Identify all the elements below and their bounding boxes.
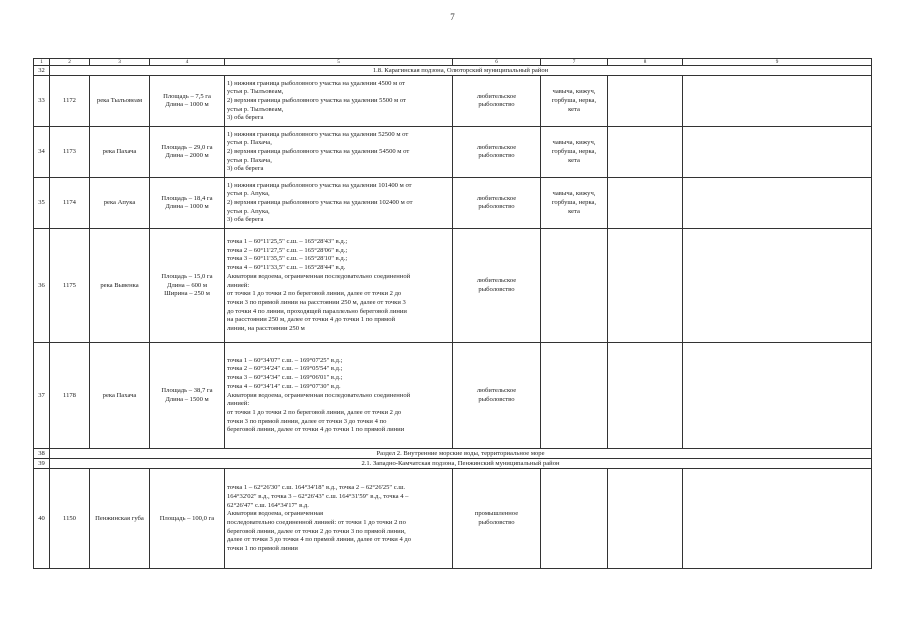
area-boundaries-line: точки 3 по прямой линии на расстоянии 250 м, далее от точки 3: [227, 298, 406, 306]
area-size-line: Длина – 1000 м: [165, 101, 209, 109]
area-boundaries-line: до точки 4 по линии, проходящей параллельно береговой линии: [227, 307, 407, 315]
area-boundaries-line: устья р. Тылъовеам,: [227, 88, 284, 96]
area-boundaries-line: линией:: [227, 400, 250, 408]
column-8-cell: [608, 178, 683, 229]
fish-species-line: горбуша, нерка,: [551, 148, 597, 156]
area-boundaries: [225, 127, 453, 178]
table-row: [34, 229, 872, 343]
section-title: 2.1. Западно-Камчатская подзона, Пенжинский муниципальный район: [50, 459, 872, 469]
fishing-type-line: рыболовство: [478, 101, 515, 109]
table-row: [34, 469, 872, 569]
area-boundaries-line: от точки 1 до точки 2 по береговой линии, далее от точки 2 до: [227, 408, 402, 416]
area-size-line: Площадь – 100,0 га: [159, 514, 215, 522]
column-8-cell: [608, 127, 683, 178]
column-header: 3: [90, 59, 150, 66]
area-size-line: Длина – 1500 м: [165, 395, 209, 403]
area-code: 1174: [50, 178, 90, 229]
area-code: 1172: [50, 76, 90, 127]
area-boundaries-line: от точки 1 до точки 2 по береговой линии, далее от точки 2 до: [227, 290, 402, 298]
area-boundaries-line: 1) нижняя граница рыболовного участка на удалении 52500 м от: [227, 130, 409, 138]
fishing-type-line: любительское: [476, 143, 517, 151]
column-8-cell: [608, 343, 683, 449]
area-size: [150, 76, 225, 127]
row-number: 40: [34, 469, 50, 569]
area-boundaries-line: 2) верхняя граница рыболовного участка на удалении 5500 м от: [227, 97, 406, 105]
area-size-line: Длина – 600 м: [166, 281, 208, 289]
column-9-cell: [683, 229, 872, 343]
fishing-type-line: промышленное: [474, 510, 519, 518]
section-row: [34, 66, 872, 76]
area-boundaries-line: устья р. Пахача,: [227, 156, 272, 164]
area-boundaries-line: точка 2 – 60°34'24" с.ш. – 169°05'54" в.д.;: [227, 365, 343, 373]
column-9-cell: [683, 178, 872, 229]
column-8-cell: [608, 76, 683, 127]
area-boundaries-line: точка 2 – 60°11'27,5" с.ш. – 165°28'06" в.д.;: [227, 246, 348, 254]
fishing-type-line: рыболовство: [478, 395, 515, 403]
fish-species: [541, 469, 608, 569]
column-header: 2: [50, 59, 90, 66]
section-row: [34, 459, 872, 469]
area-size-line: Ширина – 250 м: [164, 290, 210, 298]
fishing-type-line: рыболовство: [478, 203, 515, 211]
fish-species: [541, 76, 608, 127]
water-body-name: река Пахача: [90, 343, 150, 449]
row-number: 35: [34, 178, 50, 229]
area-size: [150, 229, 225, 343]
fishing-type-line: рыболовство: [478, 518, 515, 526]
fishing-type: [453, 469, 541, 569]
area-boundaries-line: береговой линии, далее от точки 4 до точки 1 по прямой линии: [227, 426, 405, 434]
fishing-type-line: любительское: [476, 277, 517, 285]
column-header: 5: [225, 59, 453, 66]
area-boundaries: [225, 469, 453, 569]
fish-species-line: чавыча, кижуч,: [552, 88, 596, 96]
table-row: [34, 76, 872, 127]
fishing-type-line: рыболовство: [478, 152, 515, 160]
water-body-name: река Пахача: [90, 127, 150, 178]
column-9-cell: [683, 343, 872, 449]
column-9-cell: [683, 127, 872, 178]
area-boundaries-line: 2) верхняя граница рыболовного участка на удалении 54500 м от: [227, 148, 410, 156]
area-size-line: Площадь – 15,0 га: [161, 272, 213, 280]
fish-species: [541, 178, 608, 229]
area-size-line: Площадь – 7,5 га: [163, 92, 211, 100]
area-boundaries-line: точки 1 по прямой линии: [227, 545, 298, 553]
fish-species: [541, 229, 608, 343]
area-boundaries-line: точка 3 – 60°11'35,5" с.ш. – 165°28'10" в.д.;: [227, 255, 348, 263]
fishing-type-line: любительское: [476, 92, 517, 100]
area-boundaries-line: линией:: [227, 281, 250, 289]
area-boundaries: [225, 178, 453, 229]
area-boundaries-line: устья р. Тылъовеам,: [227, 105, 284, 113]
area-boundaries-line: устья р. Пахача,: [227, 139, 272, 147]
area-boundaries-line: 1) нижняя граница рыболовного участка на удалении 101400 м от: [227, 181, 412, 189]
section-title: Раздел 2. Внутренние морские воды, территориальное море: [50, 449, 872, 459]
fishing-type-line: рыболовство: [478, 285, 515, 293]
column-header: 7: [541, 59, 608, 66]
column-header: 1: [34, 59, 50, 66]
area-boundaries-line: 3) оба берега: [227, 114, 264, 122]
fishing-type-line: любительское: [476, 194, 517, 202]
area-size-line: Длина – 1000 м: [165, 203, 209, 211]
table-row: [34, 127, 872, 178]
fishing-type: [453, 343, 541, 449]
area-size: [150, 469, 225, 569]
column-header: 8: [608, 59, 683, 66]
area-boundaries: [225, 343, 453, 449]
column-number-row: [34, 59, 872, 66]
row-number: 34: [34, 127, 50, 178]
column-8-cell: [608, 229, 683, 343]
table-row: [34, 343, 872, 449]
column-9-cell: [683, 76, 872, 127]
area-boundaries-line: Акватория водоема, ограниченная: [227, 510, 324, 518]
area-boundaries-line: линии, на расстоянии 250 м: [227, 325, 305, 333]
fishing-type: [453, 178, 541, 229]
area-boundaries-line: устья р. Апука,: [227, 207, 270, 215]
area-boundaries-line: точка 1 – 60°11'25,5" с.ш. – 165°28'43" в.д.;: [227, 238, 348, 246]
area-boundaries-line: Акватория водоема, ограниченная последовательно соединенной: [227, 272, 411, 280]
area-boundaries-line: 164°32'02" в.д., точка 3 – 62°26'43" с.ш. 164°31'59" в.д., точка 4 –: [227, 492, 409, 500]
row-number: 36: [34, 229, 50, 343]
section-number: 32: [34, 66, 50, 76]
area-size-line: Площадь – 29,0 га: [161, 143, 213, 151]
column-9-cell: [683, 469, 872, 569]
water-body-name: река Вывенка: [90, 229, 150, 343]
area-boundaries-line: точка 4 – 60°34'14" с.ш. – 169°07'30" в.д.: [227, 382, 341, 390]
area-boundaries: [225, 229, 453, 343]
area-boundaries-line: устья р. Апука,: [227, 190, 270, 198]
area-boundaries-line: 3) оба берега: [227, 216, 264, 224]
area-boundaries: [225, 76, 453, 127]
fish-species: [541, 127, 608, 178]
area-boundaries-line: точка 1 – 62°26'30" с.ш. 164°34'18" в.д., точка 2 – 62°26'25" с.ш.: [227, 484, 406, 492]
fish-species-line: кета: [568, 207, 580, 215]
fish-species-line: чавыча, кижуч,: [552, 190, 596, 198]
water-body-name: река Апука: [90, 178, 150, 229]
fish-species-line: горбуша, нерка,: [551, 199, 597, 207]
column-header: 6: [453, 59, 541, 66]
page-number: 7: [450, 12, 455, 22]
fishing-type: [453, 76, 541, 127]
area-boundaries-line: точка 4 – 60°11'33,5" с.ш. – 165°28'44" в.д.: [227, 264, 346, 272]
area-boundaries-line: последовательно соединенной линией: от точки 1 до точки 2 по: [227, 518, 406, 526]
area-code: 1178: [50, 343, 90, 449]
area-code: 1175: [50, 229, 90, 343]
fish-species-line: горбуша, нерка,: [551, 97, 597, 105]
area-code: 1173: [50, 127, 90, 178]
area-boundaries-line: 3) оба берега: [227, 165, 264, 173]
fishing-type-line: любительское: [476, 387, 517, 395]
area-code: 1150: [50, 469, 90, 569]
water-body-name: река Тылъовеам: [90, 76, 150, 127]
section-number: 39: [34, 459, 50, 469]
section-number: 38: [34, 449, 50, 459]
column-8-cell: [608, 469, 683, 569]
fish-species-line: кета: [568, 156, 580, 164]
section-row: [34, 449, 872, 459]
area-boundaries-line: береговой линии, далее от точки 2 до точки 3 по прямой линии,: [227, 527, 406, 535]
column-header: 9: [683, 59, 872, 66]
fishing-type: [453, 127, 541, 178]
area-size: [150, 343, 225, 449]
fish-species-line: кета: [568, 105, 580, 113]
area-boundaries-line: далее от точки 3 до точки 4 по прямой линии, далее от точки 4 до: [227, 536, 412, 544]
fishing-type: [453, 229, 541, 343]
column-header: 4: [150, 59, 225, 66]
area-size-line: Длина – 2000 м: [165, 152, 209, 160]
area-boundaries-line: 2) верхняя граница рыболовного участка на удалении 102400 м от: [227, 199, 413, 207]
water-body-name: Пенжинская губа: [90, 469, 150, 569]
area-size: [150, 178, 225, 229]
fishing-areas-table: [33, 58, 872, 569]
section-title: 1.8. Карагинская подзона, Олюторский муниципальный район: [50, 66, 872, 76]
row-number: 37: [34, 343, 50, 449]
area-boundaries-line: 1) нижняя граница рыболовного участка на удалении 4500 м от: [227, 79, 405, 87]
area-size-line: Площадь – 18,4 га: [161, 194, 213, 202]
area-size: [150, 127, 225, 178]
area-boundaries-line: на расстоянии 250 м, далее от точки 4 до точки 1 по прямой: [227, 316, 396, 324]
area-boundaries-line: 62°26'47" с.ш. 164°34'17" в.д.: [227, 501, 309, 509]
table-row: [34, 178, 872, 229]
area-boundaries-line: точка 1 – 60°34'07" с.ш. – 169°07'25" в.д.;: [227, 356, 343, 364]
area-boundaries-line: точка 3 – 60°34'34" с.ш. – 169°06'01" в.д.;: [227, 374, 343, 382]
area-boundaries-line: Акватория водоема, ограниченная последовательно соединенной: [227, 391, 411, 399]
fish-species: [541, 343, 608, 449]
fish-species-line: чавыча, кижуч,: [552, 139, 596, 147]
row-number: 33: [34, 76, 50, 127]
area-size-line: Площадь – 38,7 га: [161, 387, 213, 395]
area-boundaries-line: точки 3 по прямой линии, далее от точки 3 до точки 4 по: [227, 417, 387, 425]
